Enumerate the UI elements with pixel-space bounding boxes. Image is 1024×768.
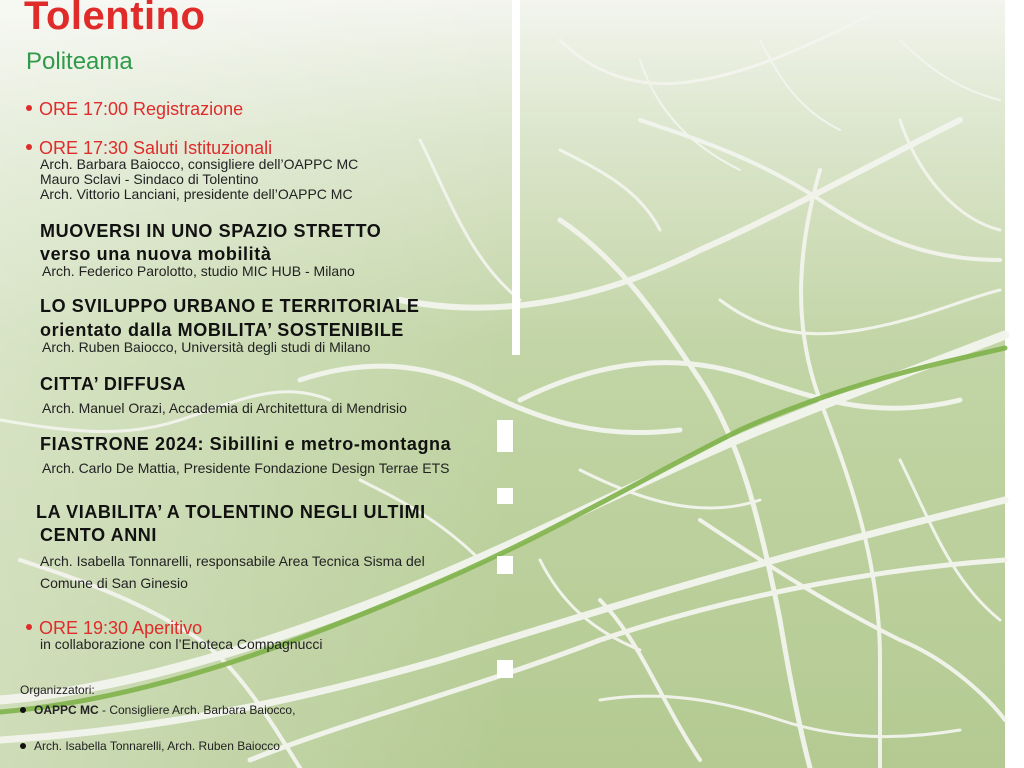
talk-title: FIASTRONE 2024: Sibillini e metro-montagna bbox=[40, 434, 452, 454]
page-title: Tolentino bbox=[24, 0, 206, 38]
schedule-aperitivo: ORE 19:30 Aperitivo bbox=[26, 618, 202, 639]
talk-title: CITTA’ DIFFUSA bbox=[40, 374, 187, 394]
venue-name: Politeama bbox=[26, 48, 133, 75]
greeting-speaker: Arch. Barbara Baiocco, consigliere dell’OAPPC MC bbox=[40, 156, 359, 172]
organizers-label: Organizzatori: bbox=[20, 683, 95, 697]
talk-subtitle: verso una nuova mobilità bbox=[40, 244, 272, 264]
aperitivo-note: in collaborazione con l’Enoteca Compagnucci bbox=[40, 636, 323, 652]
bullet-dot-icon bbox=[20, 743, 26, 749]
talk-subtitle: CENTO ANNI bbox=[40, 525, 158, 545]
schedule-registration: ORE 17:00 Registrazione bbox=[26, 99, 243, 120]
bullet-dot-icon bbox=[26, 144, 32, 150]
bullet-dot-icon bbox=[20, 707, 26, 713]
greeting-speaker: Mauro Sclavi - Sindaco di Tolentino bbox=[40, 171, 259, 187]
greeting-speaker: Arch. Vittorio Lanciani, presidente dell’OAPPC MC bbox=[40, 186, 353, 202]
talk-speaker: Arch. Federico Parolotto, studio MIC HUB - Milano bbox=[42, 263, 355, 279]
talk-speaker: Comune di San Ginesio bbox=[40, 575, 188, 591]
talk-title: LO SVILUPPO URBANO E TERRITORIALE bbox=[40, 296, 420, 316]
bullet-dot-icon bbox=[26, 105, 32, 111]
talk-speaker: Arch. Manuel Orazi, Accademia di Architettura di Mendrisio bbox=[42, 400, 407, 416]
talk-speaker: Arch. Isabella Tonnarelli, responsabile Area Tecnica Sisma del bbox=[40, 553, 425, 569]
schedule-greetings: ORE 17:30 Saluti Istituzionali bbox=[26, 138, 272, 159]
talk-title: LA VIABILITA’ A TOLENTINO NEGLI ULTIMI bbox=[36, 502, 426, 522]
bullet-dot-icon bbox=[26, 624, 32, 630]
organizer-item: OAPPC MC - Consigliere Arch. Barbara Baiocco, bbox=[20, 703, 295, 717]
talk-title: MUOVERSI IN UNO SPAZIO STRETTO bbox=[40, 221, 382, 241]
talk-subtitle: orientato dalla MOBILITA’ SOSTENIBILE bbox=[40, 320, 404, 340]
organizer-item: Arch. Isabella Tonnarelli, Arch. Ruben Baiocco bbox=[20, 739, 280, 753]
talk-speaker: Arch. Ruben Baiocco, Università degli studi di Milano bbox=[42, 339, 371, 355]
talk-speaker: Arch. Carlo De Mattia, Presidente Fondazione Design Terrae ETS bbox=[42, 460, 450, 476]
